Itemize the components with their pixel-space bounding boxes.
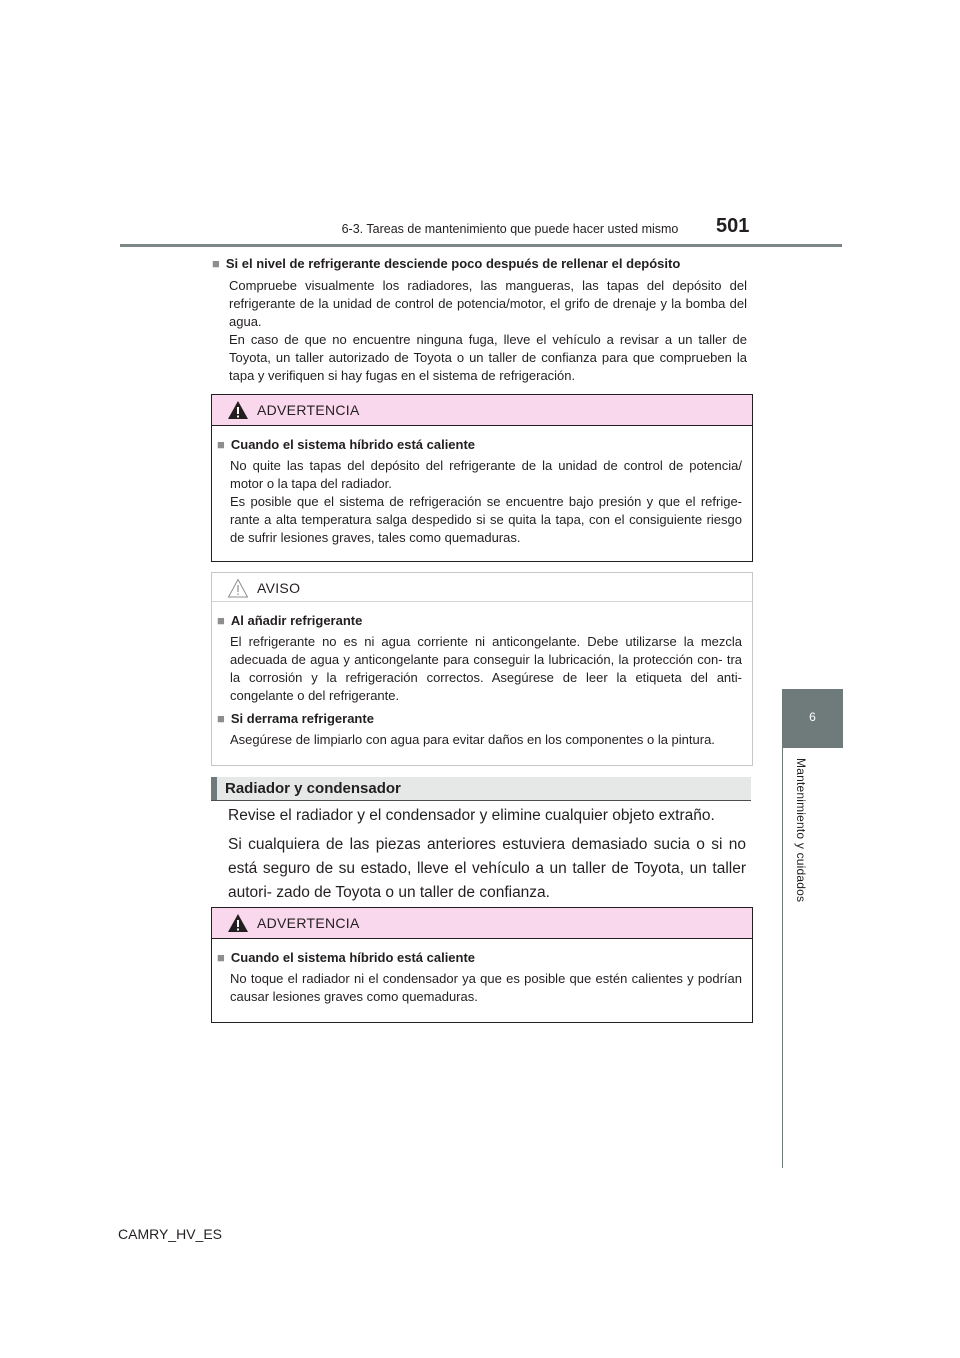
square-bullet-icon: ■ bbox=[217, 711, 225, 726]
square-bullet-icon: ■ bbox=[212, 256, 220, 271]
warning-triangle-icon bbox=[227, 400, 249, 420]
chapter-label: Mantenimiento y cuidados bbox=[794, 758, 808, 903]
radiator-heading: Radiador y condensador bbox=[225, 780, 401, 797]
page-number: 501 bbox=[716, 215, 750, 237]
notice-triangle-outline-icon bbox=[227, 578, 249, 598]
notice-body bbox=[212, 602, 752, 759]
chapter-tab[interactable] bbox=[782, 689, 843, 748]
page-header bbox=[0, 0, 960, 250]
square-bullet-icon: ■ bbox=[217, 950, 225, 965]
notice-item-2-text: Asegúrese de limpiarlo con agua para evitar daños en los componentes o la pintura. bbox=[230, 732, 715, 747]
square-bullet-icon: ■ bbox=[217, 437, 225, 452]
topic-paragraph-1: Compruebe visualmente los radiadores, las mangueras, las tapas del depósito del refrigerante de la unidad de control de potencia/motor, el grifo de drenaje y la bomba del agua. bbox=[229, 278, 747, 329]
warning-body bbox=[212, 426, 752, 557]
radiator-paragraph-2: Si cualquiera de las piezas anteriores estuviera demasiado sucia o si no está seguro de su estado, lleve el vehículo a un taller de Toyota, un taller autori- zado de Toyota o un taller de confianza. bbox=[228, 836, 746, 901]
warning-header bbox=[212, 395, 752, 426]
warning-text-1: No quite las tapas del depósito del refrigerante de la unidad de control de potencia/ motor o la tapa del radiador. bbox=[230, 458, 742, 491]
warning-box bbox=[211, 394, 753, 562]
warning-body-2 bbox=[212, 939, 752, 1016]
notice-item-2-title bbox=[217, 710, 742, 728]
warning-2-item-title bbox=[217, 949, 742, 967]
chapter-tab-line bbox=[782, 748, 783, 1168]
topic-heading bbox=[212, 256, 752, 271]
warning-2-item-title-text: Cuando el sistema híbrido está caliente bbox=[230, 950, 476, 965]
warning-item-title bbox=[217, 436, 742, 454]
model-code: CAMRY_HV_ES bbox=[118, 1226, 223, 1242]
subheading-accent-bar bbox=[211, 777, 217, 800]
section-title: 6-3. Tareas de mantenimiento que puede hacer usted mismo bbox=[341, 222, 679, 236]
warning-box-2 bbox=[211, 907, 753, 1023]
notice-header bbox=[212, 573, 752, 602]
warning-item-title-text: Cuando el sistema híbrido está caliente bbox=[230, 437, 476, 452]
chapter-number: 6 bbox=[809, 710, 816, 724]
notice-item-1-text: El refrigerante no es ni agua corriente ni anticongelante. Debe utilizarse la mezcla adecuada de agua y anticongelante para conseguir la lubricación, la protección con- tra la corrosión y la refrigeración correctos. Asegúrese de leer la etiqueta del anti- congelante o del refrigerante. bbox=[230, 634, 742, 703]
notice-label: AVISO bbox=[257, 580, 301, 596]
notice-item-1-title-text: Al añadir refrigerante bbox=[230, 613, 363, 628]
square-bullet-icon: ■ bbox=[217, 613, 225, 628]
topic-heading-text: Si el nivel de refrigerante desciende poco después de rellenar el depósito bbox=[225, 256, 681, 271]
notice-item-2-title-text: Si derrama refrigerante bbox=[230, 711, 374, 726]
radiator-paragraph-1: Revise el radiador y el condensador y elimine cualquier objeto extraño. bbox=[228, 807, 715, 824]
header-divider bbox=[120, 244, 842, 247]
topic-paragraph-2: En caso de que no encuentre ninguna fuga, lleve el vehículo a revisar a un taller de Toyota, un taller autorizado de Toyota o un taller de confianza para que comprueben la tapa y verifiquen si hay fugas en el sistema de refrigeración. bbox=[229, 332, 747, 383]
warning-triangle-icon bbox=[227, 913, 249, 933]
warning-header-2 bbox=[212, 908, 752, 939]
warning-text-2: Es posible que el sistema de refrigeración se encuentre bajo presión y que el refrige- rante a alta temperatura salga despedido si se quita la tapa, con el consiguiente riesgo de sufrir lesiones graves, tales como quemaduras. bbox=[230, 494, 742, 545]
warning-label: ADVERTENCIA bbox=[257, 402, 360, 418]
warning-2-text-1: No toque el radiador ni el condensador ya que es posible que estén calientes y podrían causar lesiones graves como quemaduras. bbox=[230, 971, 742, 1004]
notice-item-1-title bbox=[217, 612, 742, 630]
notice-box bbox=[211, 572, 753, 766]
radiator-subheading bbox=[211, 777, 751, 801]
warning-label-2: ADVERTENCIA bbox=[257, 915, 360, 931]
